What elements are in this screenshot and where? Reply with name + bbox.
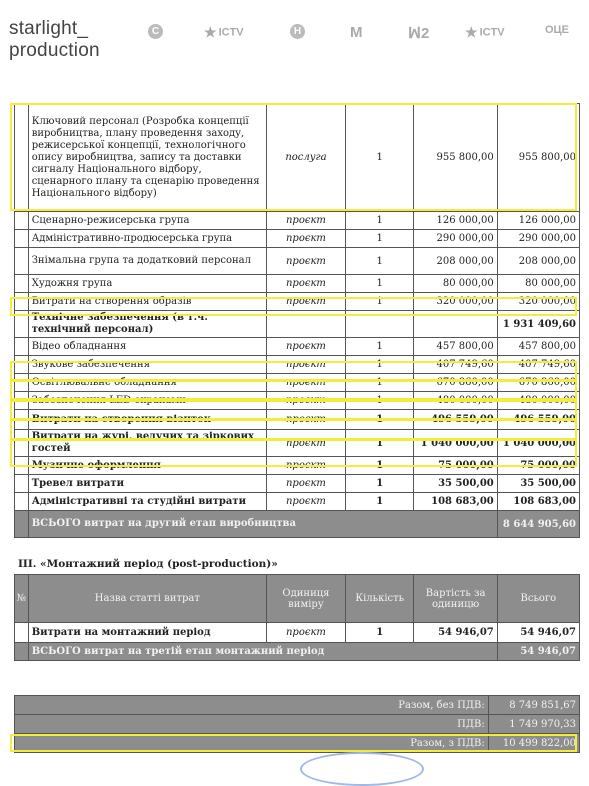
summary-value: 10 499 822,00 [488, 734, 579, 753]
summary-value: 8 749 851,67 [488, 696, 579, 715]
row-name: Відео обладнання [28, 338, 266, 356]
logo-line-2: production [9, 40, 100, 61]
row-name: Витрати на монтажний період [28, 623, 266, 643]
row-num [15, 374, 29, 392]
summary-value: 1 749 970,33 [488, 715, 579, 734]
row-unit: проєкт [266, 392, 345, 410]
row-total: 35 500,00 [497, 475, 579, 493]
row-price: 75 000,00 [414, 457, 497, 475]
row-qty: 1 [345, 392, 414, 410]
row-price: 955 800,00 [414, 104, 497, 212]
summary-table [14, 695, 580, 753]
row-unit: проєкт [266, 430, 345, 457]
row-unit: послуга [266, 104, 345, 212]
stamp-mark [300, 752, 424, 786]
m2-logo-icon: ꟽ2 [408, 25, 430, 42]
table-row [15, 230, 580, 248]
table-row [15, 410, 580, 430]
col-name-header: Назва статті витрат [28, 575, 266, 623]
row-qty [345, 311, 414, 338]
page-header [0, 0, 589, 80]
stage2-cost-table [14, 103, 580, 538]
col-num-header: № [15, 575, 29, 623]
channel-logos [140, 24, 580, 44]
col-unit-header: Одиниця виміру [266, 575, 345, 623]
row-num [15, 475, 29, 493]
logo-line-1: starlight_ [9, 18, 89, 39]
row-unit: проєкт [266, 230, 345, 248]
row-num [15, 356, 29, 374]
stage2-total-row [15, 511, 580, 538]
table-row [15, 374, 580, 392]
row-unit: проєкт [266, 457, 345, 475]
row-price: 54 946,07 [414, 623, 497, 643]
row-num [15, 248, 29, 275]
row-price: 407 749,60 [414, 356, 497, 374]
section-3-title: III. «Монтажний період (post-production)» [18, 558, 278, 570]
row-total: 290 000,00 [497, 230, 579, 248]
row-qty: 1 [345, 338, 414, 356]
table-row [15, 356, 580, 374]
row-name: Технічне забезпечення (в т.ч. технічний персонал) [28, 311, 266, 338]
row-unit: проєкт [266, 493, 345, 511]
row-name: Музичне оформлення [28, 457, 266, 475]
row-unit: проєкт [266, 475, 345, 493]
row-num [15, 275, 29, 293]
row-unit: проєкт [266, 623, 345, 643]
row-name: Сценарно-режисерська група [28, 212, 266, 230]
row-qty: 1 [345, 248, 414, 275]
row-unit: проєкт [266, 410, 345, 430]
star-icon: ★ ICTV [465, 24, 505, 40]
summary-label: Разом, з ПДВ: [15, 734, 489, 753]
row-unit: проєкт [266, 356, 345, 374]
starlight-production-logo [9, 18, 100, 62]
row-qty: 1 [345, 623, 414, 643]
col-total-header: Всього [497, 575, 579, 623]
row-total: 670 860,00 [497, 374, 579, 392]
table-row [15, 392, 580, 410]
stage3-header-row [15, 575, 580, 623]
m-logo-icon: М [350, 24, 363, 41]
col-price-header: Вартість за одиницю [414, 575, 497, 623]
row-name: Витрати на журі, ведучих та зіркових гостей [28, 430, 266, 457]
row-qty: 1 [345, 430, 414, 457]
row-unit: проєкт [266, 293, 345, 311]
col-qty-header: Кількість [345, 575, 414, 623]
row-qty: 1 [345, 212, 414, 230]
table-row [15, 212, 580, 230]
row-total: 457 800,00 [497, 338, 579, 356]
row-unit: проєкт [266, 374, 345, 392]
row-qty: 1 [345, 410, 414, 430]
row-qty: 1 [345, 293, 414, 311]
row-price: 35 500,00 [414, 475, 497, 493]
row-name: Тревел витрати [28, 475, 266, 493]
row-total: 108 683,00 [497, 493, 579, 511]
row-num [15, 104, 29, 212]
stage3-total-label: ВСЬОГО витрат на третій етап монтажний період [28, 643, 497, 661]
row-price: 457 800,00 [414, 338, 497, 356]
letter-c-circle-icon: С [148, 24, 163, 39]
row-price [414, 311, 497, 338]
row-num [15, 410, 29, 430]
row-total: 126 000,00 [497, 212, 579, 230]
table-row [15, 248, 580, 275]
row-name: Адміністративно-продюсерська група [28, 230, 266, 248]
table-row [15, 104, 580, 212]
table-row [15, 275, 580, 293]
row-price: 208 000,00 [414, 248, 497, 275]
row-num [15, 212, 29, 230]
stage2-total-value: 8 644 905,60 [497, 511, 579, 538]
row-unit: проєкт [266, 248, 345, 275]
row-total: 1 931 409,60 [497, 311, 579, 338]
row-price: 320 000,00 [414, 293, 497, 311]
table-row [15, 623, 580, 643]
row-unit: проєкт [266, 338, 345, 356]
stage3-total-row [15, 643, 580, 661]
row-num [15, 338, 29, 356]
table-row [15, 493, 580, 511]
table-row [15, 457, 580, 475]
row-unit: проєкт [266, 275, 345, 293]
summary-label: Разом, без ПДВ: [15, 696, 489, 715]
row-qty: 1 [345, 493, 414, 511]
table-row [15, 475, 580, 493]
row-qty: 1 [345, 457, 414, 475]
row-qty: 1 [345, 275, 414, 293]
row-name: Художня група [28, 275, 266, 293]
stage3-total-value: 54 946,07 [497, 643, 579, 661]
summary-label: ПДВ: [15, 715, 489, 734]
row-price: 126 000,00 [414, 212, 497, 230]
row-num [15, 430, 29, 457]
row-name: Адміністративні та студійні витрати [28, 493, 266, 511]
row-total: 208 000,00 [497, 248, 579, 275]
row-name: Ключовий персонал (Розробка концепції виробництва, плану проведення заходу, режисерської концепції, технологічного опису виробництва, запису та доставки сигналу Національного відбору, сценарного плану та сценарію проведення Національного відбору) [28, 104, 266, 212]
row-name: Звукове забезпечення [28, 356, 266, 374]
row-total: 75 000,00 [497, 457, 579, 475]
row-qty: 1 [345, 374, 414, 392]
row-total: 320 000,00 [497, 293, 579, 311]
row-num [15, 493, 29, 511]
table-row [15, 293, 580, 311]
summary-row [15, 696, 580, 715]
row-name: Освітлювальне обладнання [28, 374, 266, 392]
row-num [15, 230, 29, 248]
row-num [15, 311, 29, 338]
stage3-cost-table [14, 574, 580, 661]
row-total: 480 000,00 [497, 392, 579, 410]
row-name: Знімальна група та додатковий персонал [28, 248, 266, 275]
summary-row [15, 715, 580, 734]
row-total: 407 749,60 [497, 356, 579, 374]
star-icon: ★ ICTV [204, 24, 244, 40]
row-unit: проєкт [266, 212, 345, 230]
stage2-total-label: ВСЬОГО витрат на другий етап виробництва [28, 511, 497, 538]
table-row [15, 430, 580, 457]
summary-row [15, 734, 580, 753]
row-price: 496 559,00 [414, 410, 497, 430]
row-qty: 1 [345, 104, 414, 212]
oce-logo-icon: ОЦЕ [545, 24, 569, 36]
row-num [15, 293, 29, 311]
row-price: 480 000,00 [414, 392, 497, 410]
row-price: 80 000,00 [414, 275, 497, 293]
row-price: 670 860,00 [414, 374, 497, 392]
row-name: Забезпечення LED екранами [28, 392, 266, 410]
row-total: 80 000,00 [497, 275, 579, 293]
row-num [15, 392, 29, 410]
row-qty: 1 [345, 356, 414, 374]
row-total: 955 800,00 [497, 104, 579, 212]
row-total: 496 559,00 [497, 410, 579, 430]
table-row [15, 311, 580, 338]
row-total: 54 946,07 [497, 623, 579, 643]
row-num [15, 457, 29, 475]
row-name: Витрати на створення образів [28, 293, 266, 311]
row-price: 108 683,00 [414, 493, 497, 511]
row-price: 1 040 000,00 [414, 430, 497, 457]
table-row [15, 338, 580, 356]
row-name: Витрати на створення візиток [28, 410, 266, 430]
row-total: 1 040 000,00 [497, 430, 579, 457]
letter-n-circle-icon: Н [290, 24, 305, 39]
row-qty: 1 [345, 475, 414, 493]
row-price: 290 000,00 [414, 230, 497, 248]
row-qty: 1 [345, 230, 414, 248]
row-unit [266, 311, 345, 338]
